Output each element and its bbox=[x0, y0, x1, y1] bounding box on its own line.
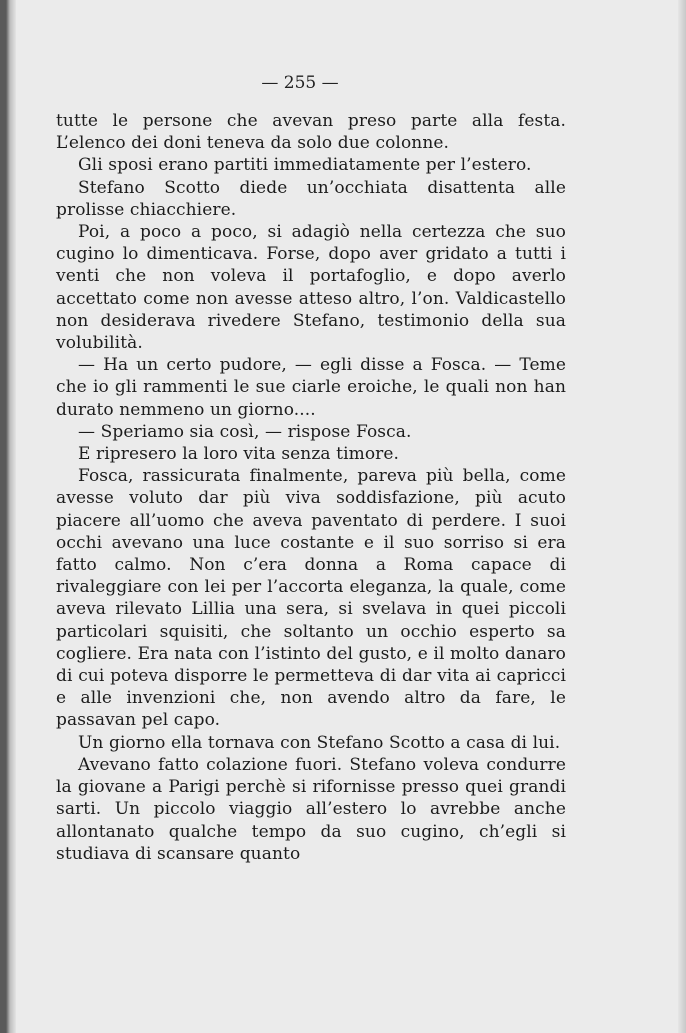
paragraph: — Speriamo sia così, — rispose Fosca. bbox=[78, 421, 412, 442]
paragraph: E ripresero la loro vita senza timore. bbox=[78, 444, 400, 465]
paragraph: Gli sposi erano partiti immediatamente per l’estero. bbox=[78, 155, 532, 176]
paragraph: Poi, a poco a poco, si adagiò nella certezza che suo cugino lo dimenticava. Forse, dopo aver gridato a tutti i venti che non voleva il portafoglio, e dopo averlo accettato come non avesse atteso altro, l’on. Valdicastello non desiderava rivedere Stefano, testimonio della sua volubilità. bbox=[56, 222, 566, 354]
page-edge bbox=[678, 0, 686, 1033]
paragraph: Fosca, rassicurata finalmente, pareva più bella, come avesse voluto dar più viva soddisfazione, più acuto piacere all’uomo che aveva paventato di perdere. I suoi occhi avevano una luce costante e il suo sorriso si era fatto calmo. Non c’era donna a Roma capace di rivaleggiare con lei per l’accorta eleganza, la quale, come aveva rilevato Lillia una sera, si svelava in quei piccoli particolari squisiti, che soltanto un occhio esperto sa cogliere. Era nata con l’istinto del gusto, e il molto danaro di cui poteva disporre le permetteva di dar vita ai capricci e alle invenzioni che, non avendo altro da fare, le passavan pel capo. bbox=[56, 466, 566, 731]
binding-gutter bbox=[0, 0, 16, 1033]
body-text bbox=[56, 110, 566, 865]
paragraph: tutte le persone che avevan preso parte alla festa. L’elenco dei doni teneva da solo due colonne. bbox=[56, 111, 566, 154]
paragraph: Avevano fatto colazione fuori. Stefano voleva condurre la giovane a Parigi perchè si rifornisse presso quei grandi sarti. Un piccolo viaggio all’estero lo avrebbe anche allontanato qualche tempo da suo cugino, ch’egli si studiava di scansare quanto bbox=[56, 754, 566, 864]
paragraph: Stefano Scotto diede un’occhiata disattenta alle prolisse chiacchiere. bbox=[56, 177, 566, 220]
paragraph: — Ha un certo pudore, — egli disse a Fosca. — Teme che io gli rammenti le sue ciarle eroiche, le quali non han durato nemmeno un giorno.... bbox=[56, 355, 566, 420]
page-number: — 255 — bbox=[261, 73, 339, 93]
paragraph: Un giorno ella tornava con Stefano Scotto a casa di lui. bbox=[78, 732, 561, 753]
